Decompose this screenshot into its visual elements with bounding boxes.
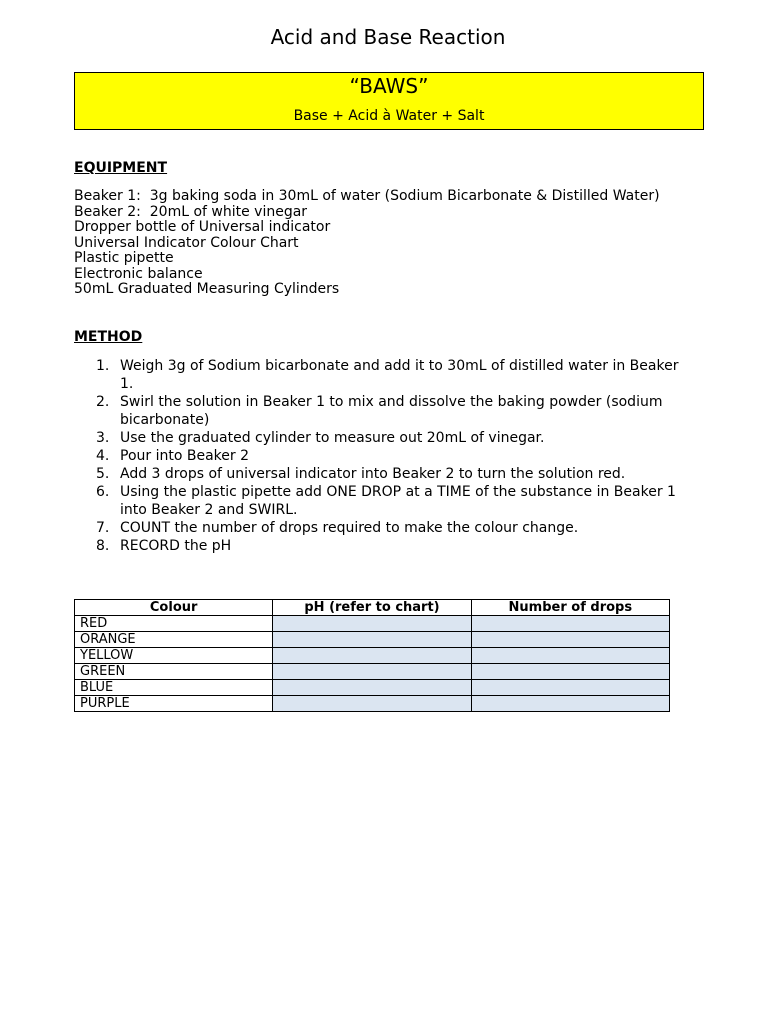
drops-cell[interactable] [471, 632, 669, 648]
method-step [74, 519, 692, 537]
equipment-item: Beaker 2: 20mL of white vinegar [74, 203, 308, 220]
step-text: Add 3 drops of universal indicator into Beaker 2 to turn the solution red. [120, 466, 626, 482]
drops-cell[interactable] [471, 664, 669, 680]
table-row [75, 648, 670, 664]
method-heading: METHOD [74, 329, 143, 345]
step-number: 7. [96, 520, 110, 536]
ph-cell[interactable] [273, 632, 471, 648]
method-list [74, 357, 692, 555]
ph-cell[interactable] [273, 648, 471, 664]
method-step [74, 429, 692, 447]
table-row [75, 664, 670, 680]
baws-title: “BAWS” [349, 74, 429, 98]
step-number: 3. [96, 430, 110, 446]
method-step [74, 357, 692, 393]
equipment-item: Universal Indicator Colour Chart [74, 234, 299, 251]
table-row [75, 616, 670, 632]
drops-cell[interactable] [471, 616, 669, 632]
equipment-heading: EQUIPMENT [74, 160, 168, 176]
equipment-item: Beaker 1: 3g baking soda in 30mL of water (Sodium Bicarbonate & Distilled Water) [74, 188, 660, 204]
ph-cell[interactable] [273, 680, 471, 696]
drops-cell[interactable] [471, 648, 669, 664]
drops-cell[interactable] [471, 680, 669, 696]
step-text: Swirl the solution in Beaker 1 to mix and dissolve the baking powder (sodium bicarbonate) [120, 394, 663, 428]
results-table [74, 599, 670, 712]
step-text: Use the graduated cylinder to measure out 20mL of vinegar. [120, 430, 545, 446]
step-number: 2. [96, 394, 110, 410]
drops-cell[interactable] [471, 696, 669, 712]
method-step [74, 447, 692, 465]
method-step [74, 393, 692, 429]
step-number: 6. [96, 484, 110, 500]
ph-cell[interactable] [273, 616, 471, 632]
colour-cell: YELLOW [75, 648, 273, 664]
colour-cell: RED [75, 616, 273, 632]
table-row [75, 696, 670, 712]
ph-cell[interactable] [273, 696, 471, 712]
colour-cell: BLUE [75, 680, 273, 696]
step-number: 8. [96, 538, 110, 554]
step-number: 4. [96, 448, 110, 464]
equipment-item: Dropper bottle of Universal indicator [74, 219, 331, 235]
step-text: COUNT the number of drops required to make the colour change. [120, 520, 579, 536]
table-header-row [75, 600, 670, 616]
method-step [74, 483, 692, 519]
equipment-item: Plastic pipette [74, 250, 174, 266]
colour-cell: GREEN [75, 664, 273, 680]
page-title: Acid and Base Reaction [270, 25, 506, 49]
step-number: 5. [96, 466, 110, 482]
step-text: Pour into Beaker 2 [120, 448, 249, 464]
colour-cell: ORANGE [75, 632, 273, 648]
equipment-item: 50mL Graduated Measuring Cylinders [74, 281, 340, 297]
step-text: Using the plastic pipette add ONE DROP at a TIME of the substance in Beaker 1 into Beaker 2 and SWIRL. [120, 484, 676, 518]
step-text: RECORD the pH [120, 538, 232, 554]
step-number: 1. [96, 358, 110, 374]
method-step [74, 465, 692, 483]
colour-cell: PURPLE [75, 696, 273, 712]
equipment-list [74, 189, 660, 298]
colour-column-header: Colour [75, 600, 273, 616]
method-step [74, 537, 692, 555]
ph-column-header: pH (refer to chart) [273, 600, 471, 616]
table-row [75, 680, 670, 696]
equipment-item: Electronic balance [74, 265, 203, 282]
drops-column-header: Number of drops [471, 600, 669, 616]
ph-cell[interactable] [273, 664, 471, 680]
baws-highlight-box [74, 72, 704, 130]
table-row [75, 632, 670, 648]
baws-subtitle: Base + Acid à Water + Salt [293, 108, 485, 124]
step-text: Weigh 3g of Sodium bicarbonate and add it to 30mL of distilled water in Beaker 1. [120, 358, 679, 392]
